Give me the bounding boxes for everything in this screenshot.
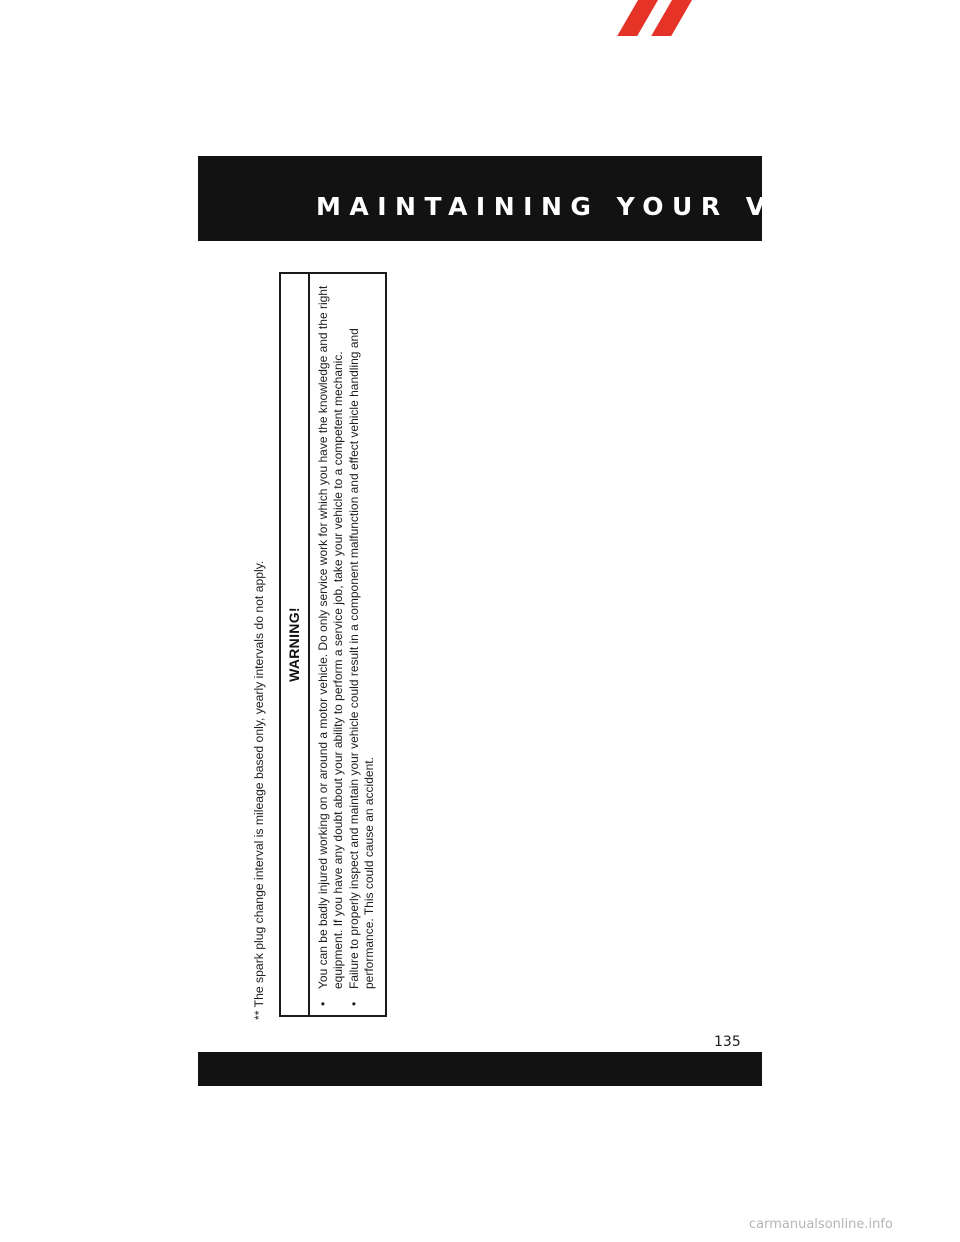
warning-item bbox=[316, 284, 346, 1006]
warning-item bbox=[347, 284, 377, 1006]
footer-band bbox=[198, 1052, 762, 1086]
page-number: 135 bbox=[714, 1034, 741, 1050]
warning-title: WARNING! bbox=[281, 274, 310, 1015]
bullet-icon: • bbox=[316, 1001, 330, 1006]
accent-stripe bbox=[651, 0, 692, 36]
watermark[interactable]: carmanualsonline.info bbox=[749, 1217, 893, 1232]
warning-box bbox=[279, 272, 387, 1017]
warning-item-text: You can be badly injured working on or around a motor vehicle. Do only service work for which you have the knowledge and the right equipment. If you have any doubt about your ability to perform a service job, take your vehicle to a competent mechanic. bbox=[316, 285, 345, 989]
accent-stripe bbox=[617, 0, 658, 36]
section-title: MAINTAINING YOUR VEHICLE bbox=[316, 192, 924, 221]
warning-list bbox=[310, 274, 377, 1015]
warning-item-text: Failure to properly inspect and maintain your vehicle could result in a component malfunction and effect vehicle handling and performance. This could cause an accident. bbox=[347, 328, 376, 989]
bullet-icon: • bbox=[347, 1001, 361, 1006]
footnote-text: ** The spark plug change interval is mileage based only, yearly intervals do not apply. bbox=[252, 560, 266, 1020]
footnote bbox=[252, 560, 266, 1030]
